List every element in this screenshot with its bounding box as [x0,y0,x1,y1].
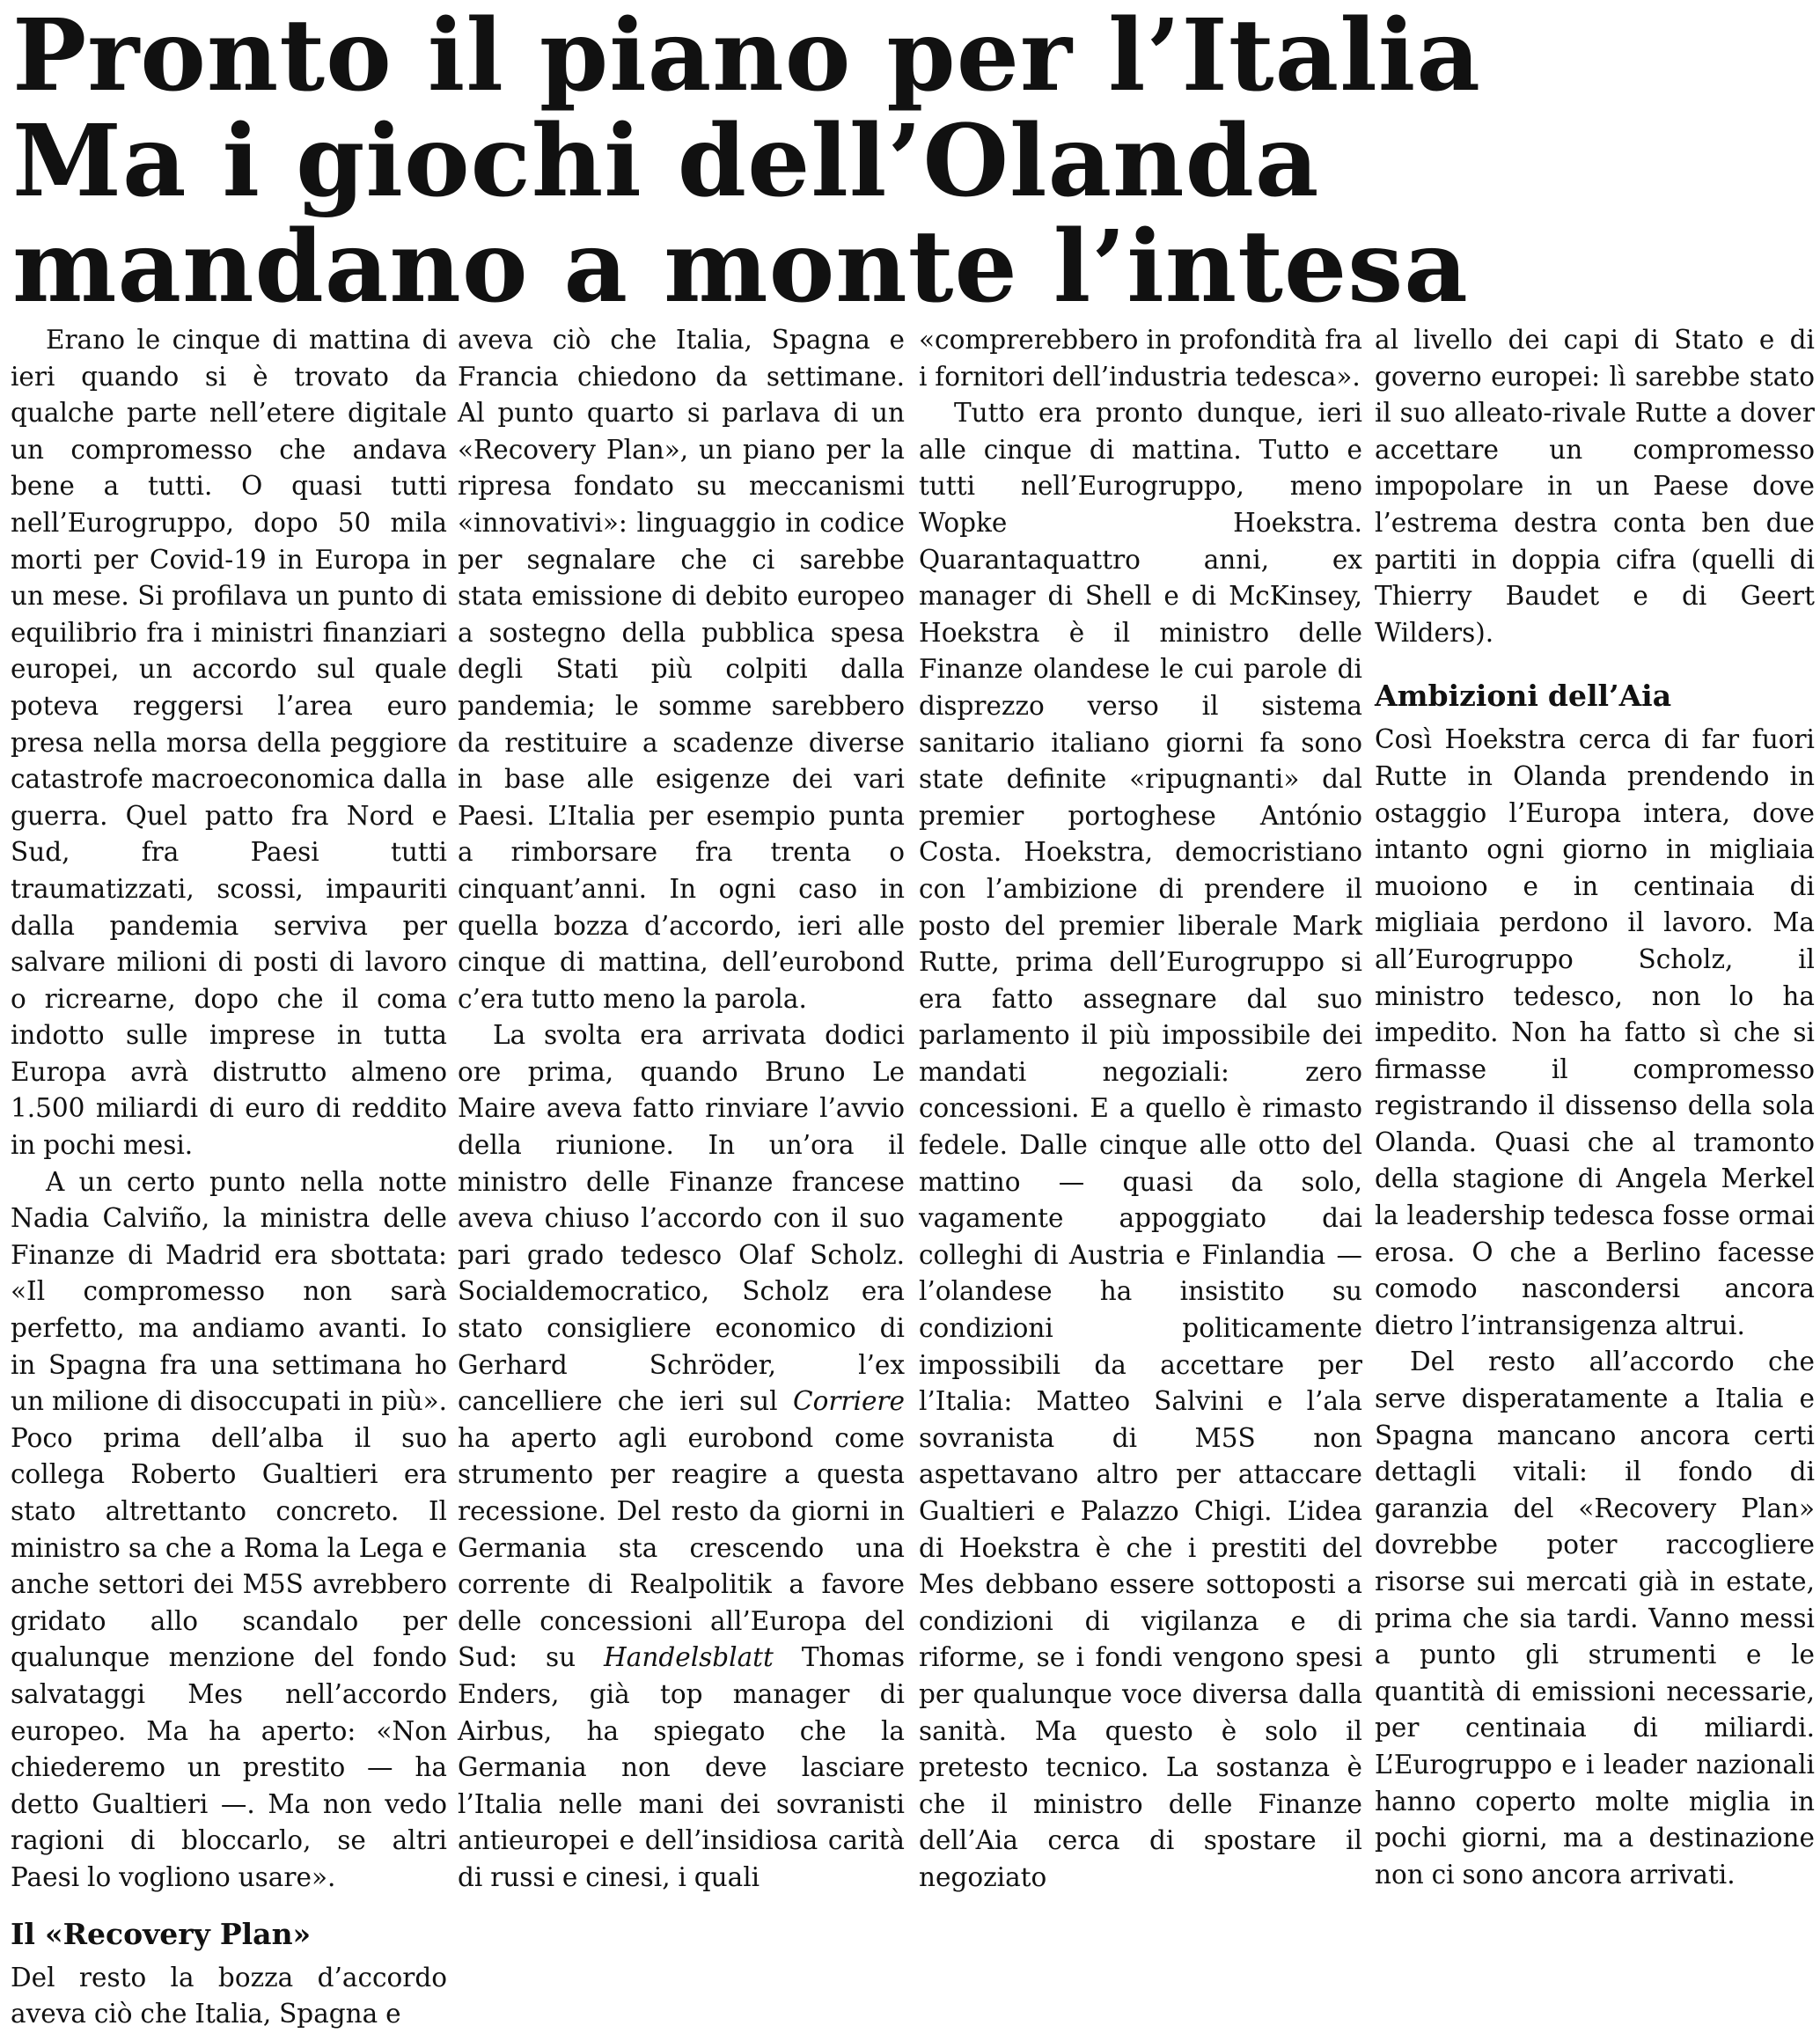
paragraph: Del resto all’accordo che serve disperatamente a Italia e Spagna mancano ancora certi dettagli vitali: il fondo di garanzia del «Recovery Plan» dovrebbe poter raccogliere risorse sui mercati già in estate, prima che sia tardi. Vanno messi a punto gli strumenti e le quantità di emissioni necessarie, per centinaia di miliardi. L’Eurogruppo e i leader nazionali hanno coperto molte miglia in pochi giorni, ma a destinazione non ci sono ancora arrivati. [1375,1347,1815,1890]
paragraph: A un certo punto nella notte Nadia Calviño, la ministra delle Finanze di Madrid era sbottata: «Il compromesso non sarà perfetto, ma andiamo avanti. Io in Spagna fra una settimana ho un milione di disoccupati in più». Poco prima dell’alba il suo collega Roberto Gualtieri era stato altrettanto concreto. Il ministro sa che a Roma la Lega e anche settori dei M5S avrebbero gridato allo scandalo per qualunque menzione del fondo salvataggi Mes nell’accordo europeo. Ma ha aperto: «Non chiederemo un prestito — ha detto Gualtieri —. Ma non vedo ragioni di bloccarlo, se altri Paesi lo vogliono usare». [11,1166,447,1892]
paragraph-text: La svolta era arrivata dodici ore prima, quando Bruno Le Maire aveva fatto rinviare l’avvio della riunione. In un’ora il ministro delle Finanze francese aveva chiuso l’accordo con il suo pari grado tedesco Olaf Scholz. Socialdemocratico, Scholz era stato consigliere economico di Gerhard Schröder, l’ex cancelliere che ieri sul [458,1020,905,1417]
paragraph: Così Hoekstra cerca di far fuori Rutte in Olanda prendendo in ostaggio l’Europa intera, dove intanto ogni giorno in migliaia muoiono e in centinaia di migliaia perdono il lavoro. Ma all’Eurogruppo Scholz, il ministro tedesco, non lo ha impedito. Non ha fatto sì che si firmasse il compromesso registrando il dissenso della sola Olanda. Quasi che al tramonto della stagione di Angela Merkel la leadership tedesca fosse ormai erosa. O che a Berlino facesse comodo nascondersi ancora dietro l’intransigenza altrui. [1375,724,1815,1340]
article-column-2 [458,322,905,1964]
paragraph-text: Thomas Enders, già top manager di Airbus, ha spiegato che la Germania non deve lasciare l’Italia nelle mani dei sovranisti antieuropei e dell’insidiosa carità di russi e cinesi, i quali [458,1642,905,1892]
headline-line-1: Pronto il piano per l’Italia [12,0,1481,114]
paragraph: Erano le cinque di mattina di ieri quando si è trovato da qualche parte nell’etere digitale un compromesso che andava bene a tutti. O quasi tutti nell’Eurogruppo, dopo 50 mila morti per Covid-19 in Europa in un mese. Si profilava un punto di equilibrio fra i ministri finanziari europei, un accordo sul quale poteva reggersi l’area euro presa nella morsa della peggiore catastrofe macroeconomica dalla guerra. Quel patto fra Nord e Sud, fra Paesi tutti traumatizzati, scossi, impauriti dalla pandemia serviva per salvare milioni di posti di lavoro o ricrearne, dopo che il coma indotto sulle imprese in tutta Europa avrà distrutto almeno 1.500 miliardi di euro di reddito in pochi mesi. [11,325,447,1161]
paragraph: Del resto la bozza d’accordo aveva ciò che Italia, Spagna e [11,1962,447,2029]
paragraph: al livello dei capi di Stato e di governo europei: lì sarebbe stato il suo alleato-rivale Rutte a dover accettare un compromesso impopolare in un Paese dove l’estrema destra conta ben due partiti in doppia cifra (quelli di Thierry Baudet e di Geert Wilders). [1375,325,1815,648]
headline [12,0,1816,325]
headline-line-3: mandano a monte l’intesa [12,209,1469,325]
subheading-recovery-plan: Il «Recovery Plan» [11,1916,312,1951]
article-column-1 [11,322,447,2029]
newspaper-name-handelsblatt: Handelsblatt [604,1642,774,1673]
newspaper-name-corriere: Corriere [793,1386,905,1417]
paragraph: Tutto era pronto dunque, ieri alle cinque di mattina. Tutto e tutti nell’Eurogruppo, meno Wopke Hoekstra. Quarantaquattro anni, ex manager di Shell e di McKinsey, Hoekstra è il ministro delle Finanze olandese le cui parole di disprezzo verso il sistema sanitario italiano giorni fa sono state definite «ripugnanti» dal premier portoghese António Costa. Hoekstra, democristiano con l’ambizione di prendere il posto del premier liberale Mark Rutte, prima dell’Eurogruppo si era fatto assegnare dal suo parlamento il più impossibile dei mandati negoziali: zero concessioni. E a quello è rimasto fedele. Dalle cinque alle otto del mattino — quasi da solo, vagamente appoggiato dai colleghi di Austria e Finlandia — l’olandese ha insistito su condizioni politicamente impossibili da accettare per l’Italia: Matteo Salvini e l’ala sovranista di M5S non aspettavano altro per attaccare Gualtieri e Palazzo Chigi. L’idea di Hoekstra è che i prestiti del Mes debbano essere sottoposti a condizioni di vigilanza e di riforme, se i fondi vengono spesi per qualunque voce diversa dalla sanità. Ma questo è solo il pretesto tecnico. La sostanza è che il ministro delle Finanze dell’Aia cerca di spostare il negoziato [919,398,1362,1892]
article-column-4 [1375,322,1815,1964]
paragraph: aveva ciò che Italia, Spagna e Francia chiedono da settimane. Al punto quarto si parlava di un «Recovery Plan», un piano per la ripresa fondato su meccanismi «innovativi»: linguaggio in codice per segnalare che ci sarebbe stata emissione di debito europeo a sostegno della pubblica spesa degli Stati più colpiti dalla pandemia; le somme sarebbero da restituire a scadenze diverse in base alle esigenze dei vari Paesi. L’Italia per esempio punta a rimborsare fra trenta o cinquant’anni. In ogni caso in quella bozza d’accordo, ieri alle cinque di mattina, dell’eurobond c’era tutto meno la parola. [458,325,905,1014]
article-column-3 [919,322,1362,1964]
headline-line-2: Ma i giochi dell’Olanda [12,104,1320,219]
paragraph [458,1017,905,1896]
paragraph-text: ha aperto agli eurobond come strumento per reagire a questa recessione. Del resto da giorni in Germania sta crescendo una corrente di Realpolitik a favore delle concessioni all’Europa del Sud: su [458,1422,905,1673]
subheading-ambizioni-aia: Ambizioni dell’Aia [1375,679,1672,714]
paragraph: «comprerebbero in profondità fra i fornitori dell’industria tedesca». [919,325,1362,392]
